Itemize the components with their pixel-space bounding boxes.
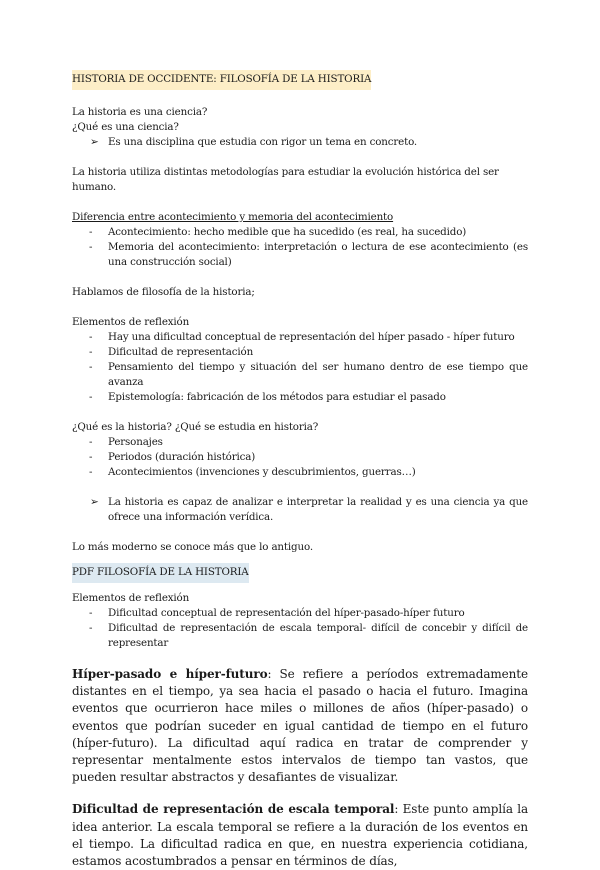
list-item	[72, 345, 528, 360]
list-item-text: Dificultad de representación de escala temporal- difícil de concebir y difícil de representar	[108, 622, 528, 649]
list-item-text: Dificultad de representación	[108, 346, 254, 358]
list-item-text: Dificultad conceptual de representación del híper-pasado-híper futuro	[108, 607, 465, 619]
list-item-text: Hay una dificultad conceptual de representación del híper pasado - híper futuro	[108, 331, 515, 343]
dash-bullet: -	[89, 466, 93, 478]
spacer	[72, 300, 528, 315]
dash-bullet: -	[89, 331, 93, 343]
arrow-item-disciplina	[72, 135, 528, 150]
dash-bullet: -	[89, 622, 93, 634]
list-item	[72, 450, 528, 465]
paragraph-escala-temporal	[72, 801, 528, 870]
question-que-es-historia: ¿Qué es la historia? ¿Qué se estudia en historia?	[72, 421, 319, 433]
paragraph-hiper-pasado	[72, 666, 528, 786]
list-item-text: Periodos (duración histórica)	[108, 451, 256, 463]
list-item-text: Pensamiento del tiempo y situación del ser humano dentro de ese tiempo que avanza	[108, 361, 528, 388]
spacer	[72, 786, 528, 801]
arrow-bullet-icon: ➢	[90, 136, 99, 148]
list-item	[72, 240, 528, 270]
spacer	[72, 555, 528, 563]
dash-bullet: -	[89, 346, 93, 358]
paragraph-bold-term: Híper-pasado e híper-futuro	[72, 667, 268, 681]
list-item	[72, 360, 528, 390]
question-historia-ciencia: La historia es una ciencia?	[72, 106, 208, 118]
spacer	[72, 195, 528, 210]
arrow-item-text: Es una disciplina que estudia con rigor un tema en concreto.	[108, 136, 418, 148]
spacer	[72, 583, 528, 591]
list-item-text: Acontecimiento: hecho medible que ha sucedido (es real, ha sucedido)	[108, 226, 467, 238]
dash-bullet: -	[89, 361, 93, 373]
list-item	[72, 465, 528, 480]
arrow-item-text: La historia es capaz de analizar e interpretar la realidad y es una ciencia ya que ofrece una información verídica.	[108, 496, 528, 523]
list-item	[72, 330, 528, 345]
spacer	[72, 150, 528, 165]
spacer	[72, 651, 528, 666]
statement-metodologias: La historia utiliza distintas metodologías para estudiar la evolución histórica del ser humano.	[72, 166, 499, 193]
heading-elementos-reflexion: Elementos de reflexión	[72, 316, 190, 328]
statement-hablamos: Hablamos de filosofía de la historia;	[72, 286, 255, 298]
dash-bullet: -	[89, 241, 93, 253]
list-item	[72, 606, 528, 621]
dash-bullet: -	[89, 451, 93, 463]
list-item-text: Personajes	[108, 436, 163, 448]
spacer	[72, 525, 528, 540]
spacer	[72, 90, 528, 105]
section-title-pdf: PDF FILOSOFÍA DE LA HISTORIA	[72, 563, 249, 583]
dash-bullet: -	[89, 607, 93, 619]
arrow-bullet-icon: ➢	[90, 496, 99, 508]
list-item-text: Memoria del acontecimiento: interpretación o lectura de ese acontecimiento (es una construcción social)	[108, 241, 528, 268]
heading-elementos-reflexion-2: Elementos de reflexión	[72, 592, 190, 604]
spacer	[72, 270, 528, 285]
list-item	[72, 225, 528, 240]
statement-moderno: Lo más moderno se conoce más que lo antiguo.	[72, 541, 313, 553]
dash-bullet: -	[89, 436, 93, 448]
section-title-historia: HISTORIA DE OCCIDENTE: FILOSOFÍA DE LA HISTORIA	[72, 70, 371, 90]
arrow-item-analizar	[72, 495, 528, 525]
paragraph-text: : Se refiere a períodos extremadamente distantes en el tiempo, ya sea hacia el pasado o hacia el futuro. Imagina eventos que ocurrieron hace miles o millones de años (híper-pasado) o eventos que podrían suceder en igual cantidad de tiempo en el futuro (híper-futuro). La dificultad aquí radica en tratar de comprender y representar mentalmente estos intervalos de tiempo tan vastos, que pueden resultar abstractos y desafiantes de visualizar.	[72, 667, 529, 785]
list-item	[72, 435, 528, 450]
heading-diferencia: Diferencia entre acontecimiento y memoria del acontecimiento	[72, 211, 394, 223]
paragraph-text: : Este punto amplía la idea anterior. La escala temporal se refiere a la duración de los eventos en el tiempo. La dificultad radica en que, en nuestra experiencia cotidiana, estamos acostumbrados a pensar en términos de días,	[72, 802, 528, 869]
spacer	[72, 405, 528, 420]
list-item	[72, 390, 528, 405]
dash-bullet: -	[89, 226, 93, 238]
question-que-es-ciencia: ¿Qué es una ciencia?	[72, 121, 179, 133]
spacer	[72, 480, 528, 495]
list-item-text: Epistemología: fabricación de los métodos para estudiar el pasado	[108, 391, 446, 403]
list-item	[72, 621, 528, 651]
paragraph-bold-term: Dificultad de representación de escala temporal	[72, 802, 395, 817]
dash-bullet: -	[89, 391, 93, 403]
list-item-text: Acontecimientos (invenciones y descubrimientos, guerras…)	[108, 466, 416, 478]
